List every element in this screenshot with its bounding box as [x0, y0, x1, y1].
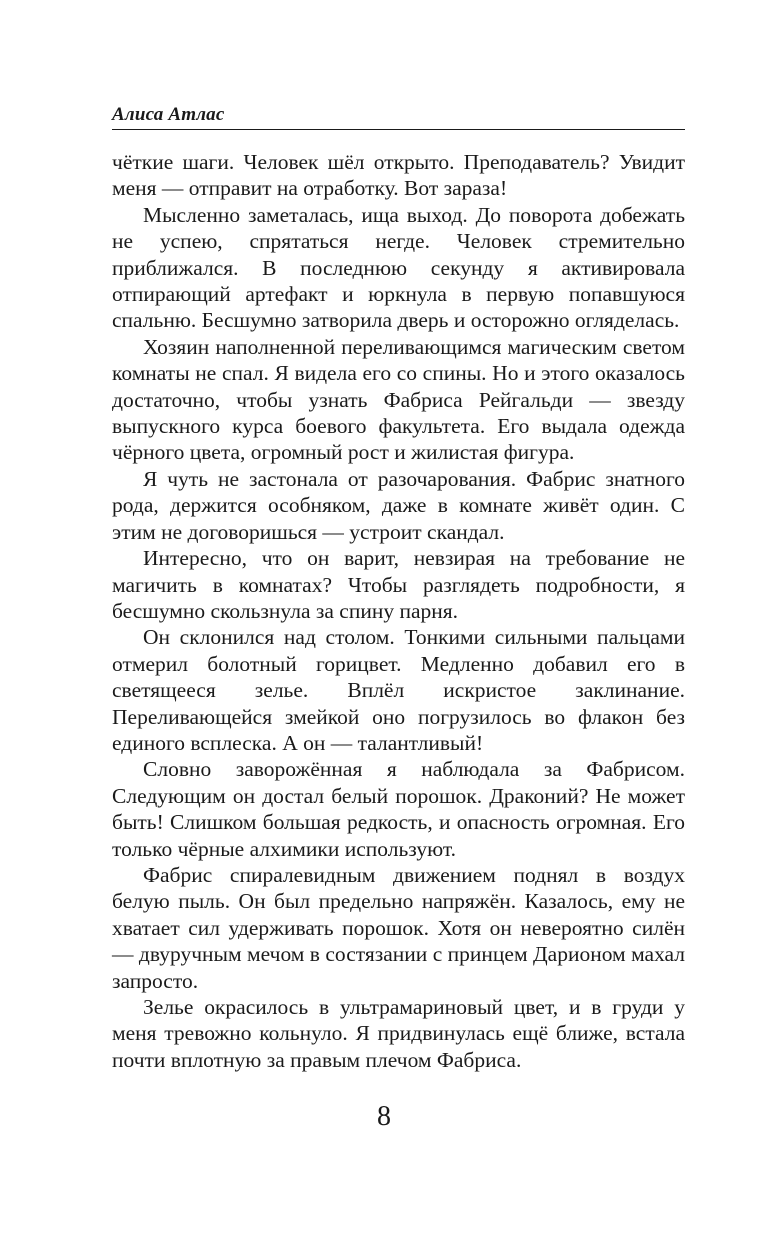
paragraph: Словно заворожённая я наблюдала за Фабрисом. Следующим он достал белый порошок. Драконий? Не может быть! Слишком большая редкость, и опасность огромная. Его только чёрные алхимики используют.: [112, 757, 685, 861]
page-number: 8: [377, 1101, 391, 1132]
paragraph: Хозяин наполненной переливающимся магическим светом комнаты не спал. Я видела его со спины. Но и этого оказалось достаточно, чтобы узнать Фабриса Рейгальди — звезду выпускного курса боевого факультета. Его выдала одежда чёрного цвета, огромный рост и жилистая фигура.: [112, 334, 685, 465]
paragraph: Мысленно заметалась, ища выход. До поворота добежать не успею, спрятаться негде. Человек стремительно приближался. В последнюю секунду я активировала отпирающий артефакт и юркнула в первую попавшуюся спальню. Бесшумно затворила дверь и осторожно огляделась.: [112, 202, 685, 333]
paragraph: Зелье окрасилось в ультрамариновый цвет, и в груди у меня тревожно кольнуло. Я придвинулась ещё ближе, встала почти вплотную за правым плечом Фабриса.: [112, 995, 685, 1072]
paragraph: Он склонился над столом. Тонкими сильными пальцами отмерил болотный горицвет. Медленно добавил его в светящееся зелье. Вплёл искристое заклинание. Переливающейся змейкой оно погрузилось во флакон без единого всплеска. А он — талантливый!: [112, 625, 685, 755]
header-rule: [112, 129, 685, 130]
running-head-author: Алиса Атлас: [112, 104, 225, 125]
paragraph: Интересно, что он варит, невзирая на требование не магичить в комнатах? Чтобы разглядеть подробности, я бесшумно скользнула за спину парня.: [112, 546, 685, 623]
paragraph: чёткие шаги. Человек шёл открыто. Преподаватель? Увидит меня — отправит на отработку. Вот зараза!: [112, 150, 685, 201]
paragraph: Фабрис спиралевидным движением поднял в воздух белую пыль. Он был предельно напряжён. Казалось, ему не хватает сил удерживать порошок. Хотя он невероятно силён — двуручным мечом в состязании с принцем Дарионом махал запросто.: [112, 862, 685, 993]
body-text: [112, 149, 685, 1073]
paragraph: Я чуть не застонала от разочарования. Фабрис знатного рода, держится особняком, даже в комнате живёт один. С этим не договоришься — устроит скандал.: [112, 466, 685, 544]
